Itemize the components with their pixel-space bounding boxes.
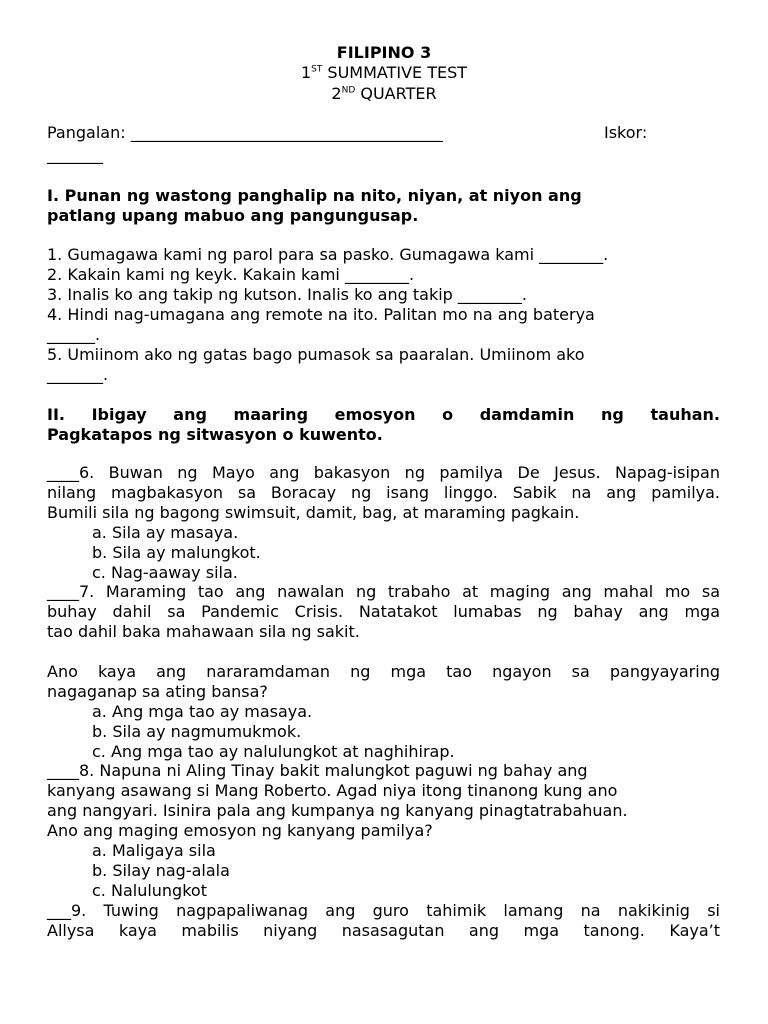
q8-option-c: c. Nalulungkot [92,881,207,900]
section1-item: 4. Hindi nag-umagana ang remote na ito. Palitan mo na ang baterya [47,305,595,324]
q8-line: ang nangyari. Isinira pala ang kumpanya ng kanyang pinagtatrabahuan. [47,801,628,820]
test-subtitle [0,63,768,83]
q8-option-a: a. Maligaya sila [92,841,216,860]
section1-instruction-line1: I. Punan ng wastong panghalip na nito, niyan, at niyon ang [47,186,582,205]
quarter-ordinal: 2 [331,84,342,103]
quarter-subtitle [0,84,768,104]
q7-line: buhay dahil sa Pandemic Crisis. Natatakot lumabas ng bahay ang mga [47,602,720,621]
section1-item: 5. Umiinom ako ng gatas bago pumasok sa paaralan. Umiinom ako [47,345,585,364]
q8-line: ____8. Napuna ni Aling Tinay bakit malungkot paguwi ng bahay ang [47,761,588,780]
test-subtitle-text: SUMMATIVE TEST [322,63,468,82]
q6-option-a: a. Sila ay masaya. [92,523,239,542]
name-field[interactable]: Pangalan: _______________________________________ [47,123,443,142]
q7-option-b: b. Sila ay nagmumukmok. [92,722,302,741]
section1-item-continuation: _______. [47,365,109,384]
test-ordinal-suffix: ST [311,64,323,75]
quarter-subtitle-text: QUARTER [355,84,437,103]
section2-instruction-line2: Pagkatapos ng sitwasyon o kuwento. [47,425,383,444]
q8-line: kanyang asawang si Mang Roberto. Agad niya itong tinanong kung ano [47,781,618,800]
q6-option-b: b. Sila ay malungkot. [92,543,261,562]
q6-line: nilang magbakasyon sa Boracay ng isang linggo. Sabik na ang pamilya. [47,483,720,502]
q7-question-line: nagaganap sa ating bansa? [47,682,268,701]
q7-option-a: a. Ang mga tao ay masaya. [92,702,313,721]
q7-line: ____7. Maraming tao ang nawalan ng trabaho at maging ang mahal mo sa [47,582,720,601]
q7-option-c: c. Ang mga tao ay nalulungkot at naghihirap. [92,742,455,761]
score-label: Iskor: [604,123,648,142]
test-ordinal: 1 [300,63,312,82]
q9-line: Allysa kaya mabilis niyang nasasagutan ang mga tanong. Kaya’t [47,921,720,940]
section2-instruction-line1: II. Ibigay ang maaring emosyon o damdamin ng tauhan. [47,405,720,424]
q6-line: ____6. Buwan ng Mayo ang bakasyon ng pamilya De Jesus. Napag-isipan [47,463,720,482]
quarter-ordinal-suffix: ND [341,85,356,96]
q6-line: Bumili sila ng bagong swimsuit, damit, bag, at maraming pagkain. [47,503,580,522]
section1-instruction-line2: patlang upang mabuo ang pangungusap. [47,206,419,225]
q7-line: tao dahil baka mahawaan sila ng sakit. [47,622,360,641]
section1-item: 3. Inalis ko ang takip ng kutson. Inalis ko ang takip ________. [47,285,527,304]
q9-line: ___9. Tuwing nagpapaliwanag ang guro tahimik lamang na nakikinig si [47,901,720,920]
section1-item: 1. Gumagawa kami ng parol para sa pasko. Gumagawa kami ________. [47,245,609,264]
score-field[interactable]: _______ [47,145,103,164]
q8-option-b: b. Silay nag-alala [92,861,230,880]
page-title: FILIPINO 3 [336,43,432,62]
q7-question-line: Ano kaya ang nararamdaman ng mga tao ngayon sa pangyayaring [47,662,720,681]
section1-item-continuation: ______. [47,325,101,344]
q6-option-c: c. Nag-aaway sila. [92,563,238,582]
section1-item: 2. Kakain kami ng keyk. Kakain kami ________. [47,265,415,284]
q8-line: Ano ang maging emosyon ng kanyang pamilya? [47,821,433,840]
